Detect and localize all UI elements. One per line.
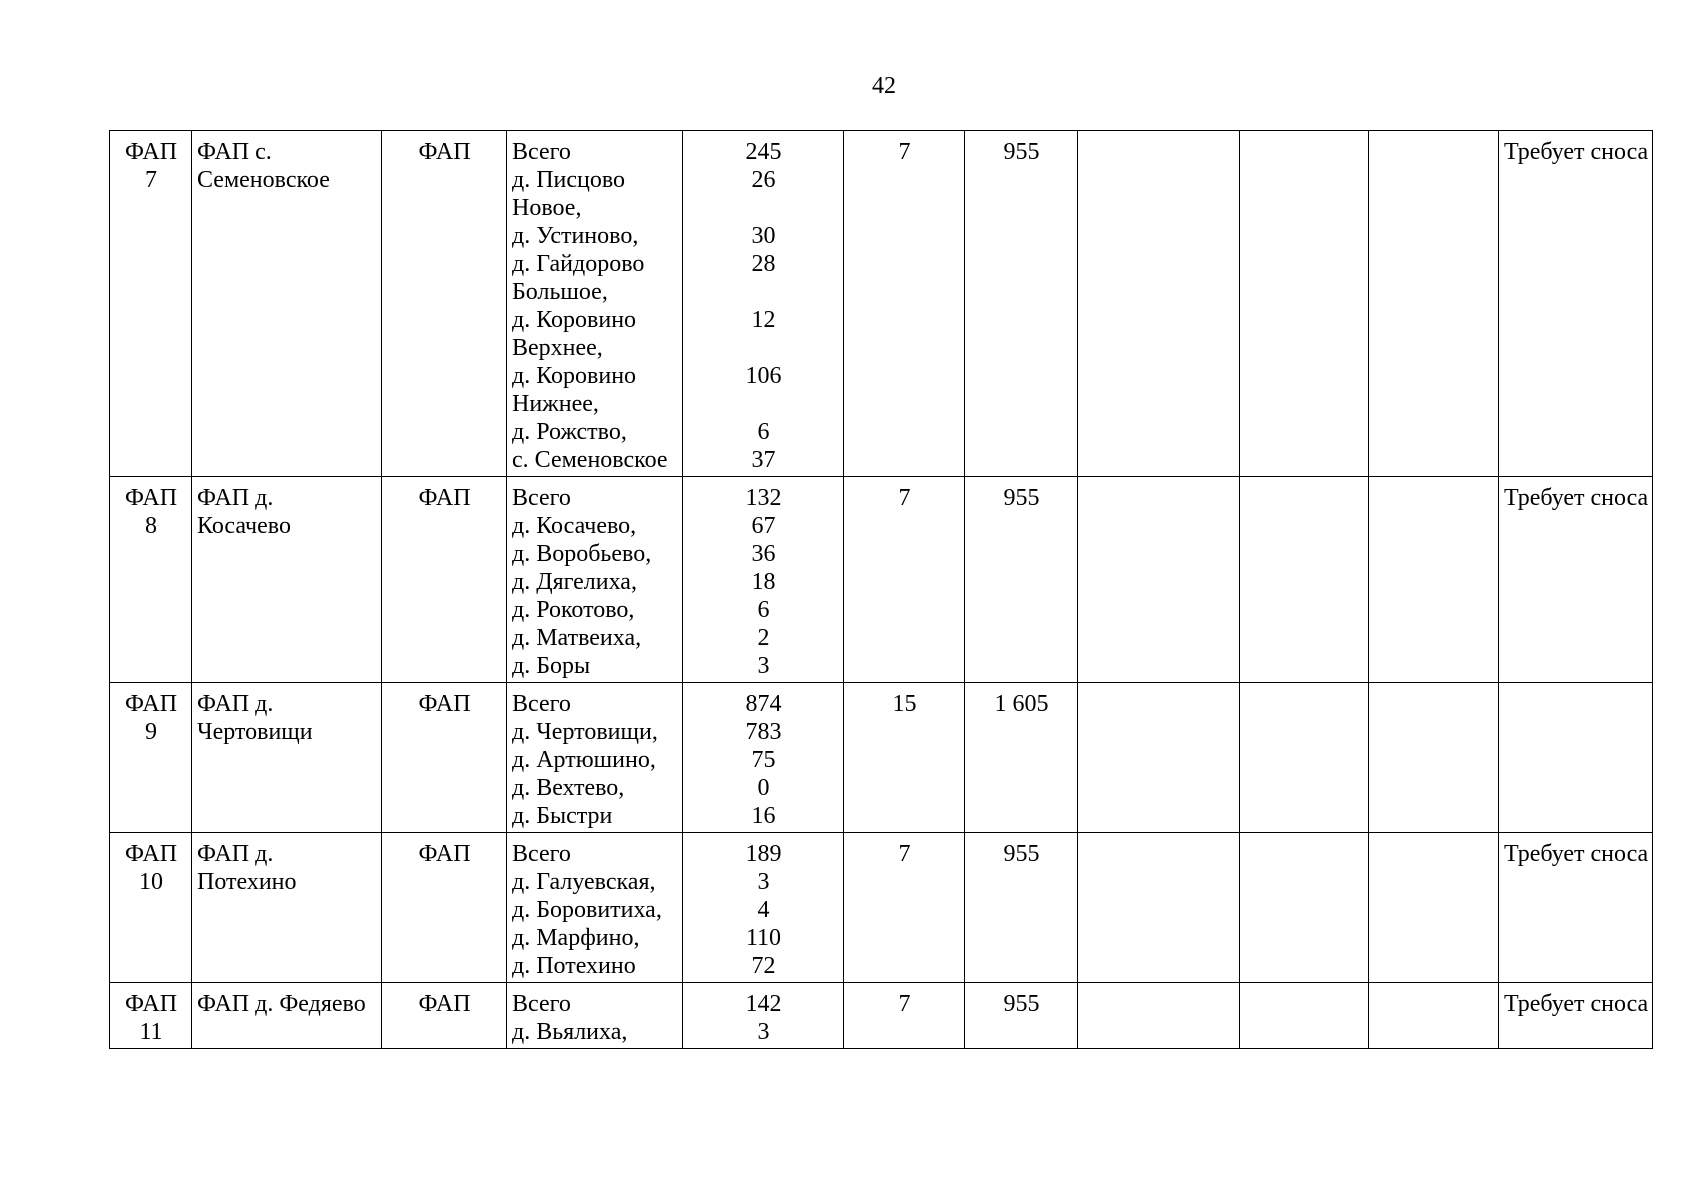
served-places-cell (507, 833, 683, 983)
table-row (110, 683, 1653, 833)
empty-cell (1369, 683, 1499, 833)
served-place: Большое, (512, 279, 608, 305)
empty-cell (1369, 477, 1499, 683)
served-place: с. Семеновское (512, 447, 668, 473)
served-place: д. Рожство, (512, 419, 627, 445)
empty-cell (1078, 477, 1240, 683)
area-cell (965, 131, 1078, 477)
empty-cell (1240, 983, 1369, 1049)
facility-number: 7 (145, 167, 157, 193)
served-place: Всего (512, 139, 571, 165)
served-place: д. Рокотово, (512, 597, 635, 623)
served-place: д. Коровино (512, 307, 637, 333)
facility-number: ФАП (124, 485, 178, 511)
population-value: 75 (751, 747, 776, 773)
served-places-cell (507, 683, 683, 833)
facility-name: Косачево (197, 513, 291, 539)
staff-value: 15 (892, 691, 917, 717)
facility-name-cell (192, 131, 382, 477)
note-cell (1499, 983, 1653, 1049)
facilities-table (109, 130, 1653, 1049)
staff-cell (844, 131, 965, 477)
served-place: д. Быстри (512, 803, 613, 829)
population-value: 12 (751, 307, 776, 333)
table-row (110, 833, 1653, 983)
note-cell (1499, 131, 1653, 477)
facility-type-cell (382, 477, 507, 683)
population-value: 4 (757, 897, 770, 923)
population-cell (683, 477, 844, 683)
facility-name: ФАП д. Федяево (197, 991, 366, 1017)
facility-type-cell (382, 683, 507, 833)
population-value: 26 (751, 167, 776, 193)
population-cell (683, 983, 844, 1049)
page-number: 42 (872, 73, 896, 99)
served-place: д. Вехтево, (512, 775, 625, 801)
served-places-cell (507, 477, 683, 683)
served-place: Всего (512, 841, 571, 867)
served-place: Верхнее, (512, 335, 603, 361)
served-place: д. Боры (512, 653, 591, 679)
facility-number: 8 (145, 513, 157, 539)
served-place: Всего (512, 485, 571, 511)
served-place: Всего (512, 691, 571, 717)
population-value: 3 (757, 1019, 770, 1045)
table-row (110, 983, 1653, 1049)
population-value: 6 (757, 419, 770, 445)
population-cell (683, 131, 844, 477)
empty-cell (1240, 833, 1369, 983)
area-cell (965, 983, 1078, 1049)
population-value (688, 390, 839, 418)
facility-name: ФАП д. (197, 691, 274, 717)
served-place: Нижнее, (512, 391, 599, 417)
staff-cell (844, 983, 965, 1049)
facility-type: ФАП (418, 841, 471, 867)
population-cell (683, 683, 844, 833)
population-value: 72 (751, 953, 776, 979)
facility-number-cell (110, 983, 192, 1049)
served-place: д. Коровино (512, 363, 637, 389)
served-place: д. Потехино (512, 953, 636, 979)
served-places-cell (507, 131, 683, 477)
empty-cell (1240, 477, 1369, 683)
note-cell (1499, 833, 1653, 983)
served-place: д. Вьялиха, (512, 1019, 628, 1045)
facility-number-cell (110, 683, 192, 833)
population-value: 6 (757, 597, 770, 623)
facility-number-cell (110, 131, 192, 477)
facility-name-cell (192, 477, 382, 683)
staff-cell (844, 683, 965, 833)
population-value: 16 (751, 803, 776, 829)
facility-type: ФАП (418, 139, 471, 165)
facility-type-cell (382, 833, 507, 983)
facility-number: ФАП (124, 991, 178, 1017)
facility-number: 11 (139, 1019, 163, 1045)
empty-cell (1240, 131, 1369, 477)
population-value (688, 334, 839, 362)
facility-number: 9 (145, 719, 157, 745)
population-value: 2 (757, 625, 770, 651)
table-body (110, 131, 1653, 1049)
population-value: 874 (745, 691, 782, 717)
staff-value: 7 (898, 991, 911, 1017)
area-value: 955 (1003, 139, 1040, 165)
empty-cell (1078, 833, 1240, 983)
staff-value: 7 (898, 485, 911, 511)
population-value: 18 (751, 569, 776, 595)
area-value: 955 (1003, 991, 1040, 1017)
population-cell (683, 833, 844, 983)
population-value: 28 (751, 251, 776, 277)
facility-number: ФАП (124, 691, 178, 717)
served-place: д. Чертовищи, (512, 719, 658, 745)
area-cell (965, 477, 1078, 683)
area-value: 955 (1003, 841, 1040, 867)
facility-name-cell (192, 983, 382, 1049)
facility-number: ФАП (124, 841, 178, 867)
empty-cell (1369, 833, 1499, 983)
staff-cell (844, 477, 965, 683)
facility-name-cell (192, 683, 382, 833)
population-value: 245 (745, 139, 782, 165)
empty-cell (1078, 683, 1240, 833)
empty-cell (1369, 983, 1499, 1049)
population-value: 37 (751, 447, 776, 473)
served-place: д. Устиново, (512, 223, 639, 249)
population-value: 0 (757, 775, 770, 801)
population-value: 132 (745, 485, 782, 511)
table-row (110, 477, 1653, 683)
served-place: д. Артюшино, (512, 747, 656, 773)
empty-cell (1078, 983, 1240, 1049)
note-text: Требует сноса (1504, 139, 1649, 165)
served-places-cell (507, 983, 683, 1049)
population-value: 36 (751, 541, 776, 567)
population-value: 30 (751, 223, 776, 249)
facility-name: Семеновское (197, 167, 330, 193)
population-value (688, 194, 839, 222)
note-cell (1499, 683, 1653, 833)
population-value: 110 (745, 925, 782, 951)
population-value: 3 (757, 869, 770, 895)
served-place: д. Писцово (512, 167, 626, 193)
population-value: 783 (745, 719, 782, 745)
served-place: д. Боровитиха, (512, 897, 662, 923)
served-place: д. Матвеиха, (512, 625, 642, 651)
area-cell (965, 683, 1078, 833)
facility-name: Потехино (197, 869, 297, 895)
empty-cell (1240, 683, 1369, 833)
empty-cell (1078, 131, 1240, 477)
facility-name: ФАП д. (197, 485, 274, 511)
served-place: Новое, (512, 195, 582, 221)
table-row (110, 131, 1653, 477)
population-value (688, 278, 839, 306)
facility-number-cell (110, 477, 192, 683)
served-place: д. Галуевская, (512, 869, 656, 895)
served-place: д. Дягелиха, (512, 569, 637, 595)
facility-type-cell (382, 131, 507, 477)
empty-cell (1369, 131, 1499, 477)
facility-type: ФАП (418, 691, 471, 717)
facility-number: ФАП (124, 139, 178, 165)
served-place: д. Гайдорово (512, 251, 645, 277)
population-value: 189 (745, 841, 782, 867)
population-value: 106 (745, 363, 782, 389)
facility-name-cell (192, 833, 382, 983)
population-value: 3 (757, 653, 770, 679)
facility-type: ФАП (418, 485, 471, 511)
facility-name: Чертовищи (197, 719, 313, 745)
area-value: 955 (1003, 485, 1040, 511)
facility-type: ФАП (418, 991, 471, 1017)
note-text: Требует сноса (1504, 485, 1649, 511)
served-place: Всего (512, 991, 571, 1017)
area-value: 1 605 (994, 691, 1049, 717)
facility-name: ФАП с. (197, 139, 272, 165)
served-place: д. Марфино, (512, 925, 640, 951)
staff-value: 7 (898, 841, 911, 867)
population-value: 67 (751, 513, 776, 539)
facility-name: ФАП д. (197, 841, 274, 867)
note-cell (1499, 477, 1653, 683)
facility-number: 10 (139, 869, 163, 895)
facility-type-cell (382, 983, 507, 1049)
served-place: д. Воробьево, (512, 541, 652, 567)
staff-cell (844, 833, 965, 983)
facility-number-cell (110, 833, 192, 983)
served-place: д. Косачево, (512, 513, 637, 539)
population-value: 142 (745, 991, 782, 1017)
note-text: Требует сноса (1504, 841, 1649, 867)
note-text: Требует сноса (1504, 991, 1649, 1017)
staff-value: 7 (898, 139, 911, 165)
area-cell (965, 833, 1078, 983)
